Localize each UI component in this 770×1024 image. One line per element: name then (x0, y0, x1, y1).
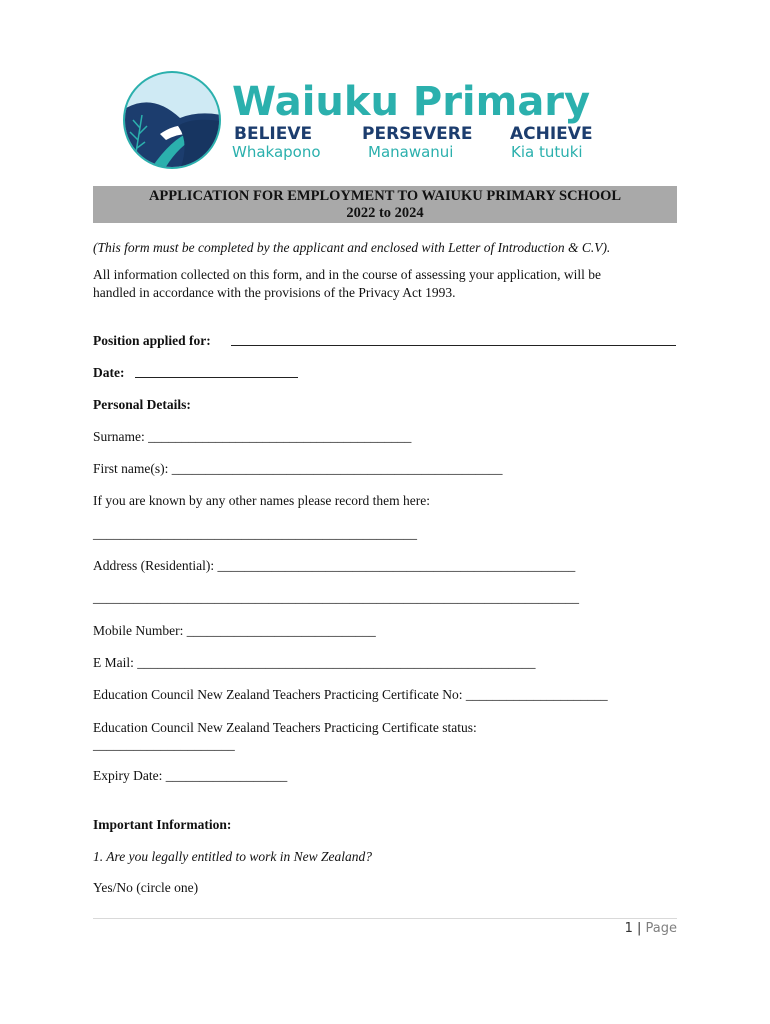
first-names-field[interactable]: First name(s): _________________________________________________ (93, 461, 503, 476)
certificate-status-field[interactable]: _____________________ (93, 737, 235, 752)
privacy-text-line1: All information collected on this form, and in the course of assessing your application, will be (93, 267, 602, 282)
mobile-field[interactable]: Mobile Number: ____________________________ (93, 623, 376, 638)
other-names-field[interactable]: ________________________________________________ (93, 526, 417, 541)
work-eligibility-question: 1. Are you legally entitled to work in New Zealand? (93, 849, 372, 864)
value-whakapono: Whakapono (232, 143, 321, 161)
form-title-banner (93, 186, 677, 223)
value-manawanui: Manawanui (368, 143, 454, 161)
page-number: 1 (624, 921, 633, 936)
date-label: Date: (93, 365, 125, 380)
address-field[interactable]: Address (Residential): _____________________________________________________ (93, 558, 576, 573)
value-persevere: PERSEVERE (362, 124, 473, 144)
value-achieve: ACHIEVE (510, 124, 593, 144)
school-name: Waiuku Primary (232, 79, 591, 125)
email-field[interactable]: E Mail: ___________________________________________________________ (93, 655, 536, 670)
page-footer (625, 921, 677, 936)
surname-field[interactable]: Surname: _______________________________________ (93, 429, 412, 444)
date-input-line[interactable] (135, 377, 298, 378)
completion-note: (This form must be completed by the applicant and enclosed with Letter of Introduction & C.V). (93, 240, 611, 255)
certificate-number-field[interactable]: Education Council New Zealand Teachers Practicing Certificate No: _____________________ (93, 687, 608, 702)
personal-details-heading: Personal Details: (93, 397, 191, 412)
expiry-date-field[interactable]: Expiry Date: __________________ (93, 768, 288, 783)
form-title: APPLICATION FOR EMPLOYMENT TO WAIUKU PRIMARY SCHOOL (148, 188, 622, 204)
important-info-heading: Important Information: (93, 817, 232, 832)
value-kia-tutuki: Kia tutuki (511, 143, 583, 161)
position-input-line[interactable] (231, 345, 676, 346)
footer-separator: | (636, 921, 642, 936)
work-eligibility-answer[interactable]: Yes/No (circle one) (93, 880, 199, 895)
value-believe: BELIEVE (234, 124, 313, 144)
certificate-status-label: Education Council New Zealand Teachers Practicing Certificate status: (93, 720, 477, 735)
page-label: Page (645, 921, 677, 936)
logo-emblem-icon (120, 70, 226, 170)
footer-divider (93, 918, 677, 919)
address-line2-field[interactable]: ________________________________________________________________________ (93, 590, 579, 605)
privacy-text-line2: handled in accordance with the provisions of the Privacy Act 1993. (93, 285, 456, 300)
form-period: 2022 to 2024 (346, 205, 424, 221)
other-names-label: If you are known by any other names please record them here: (93, 493, 430, 508)
position-label: Position applied for: (93, 333, 211, 348)
